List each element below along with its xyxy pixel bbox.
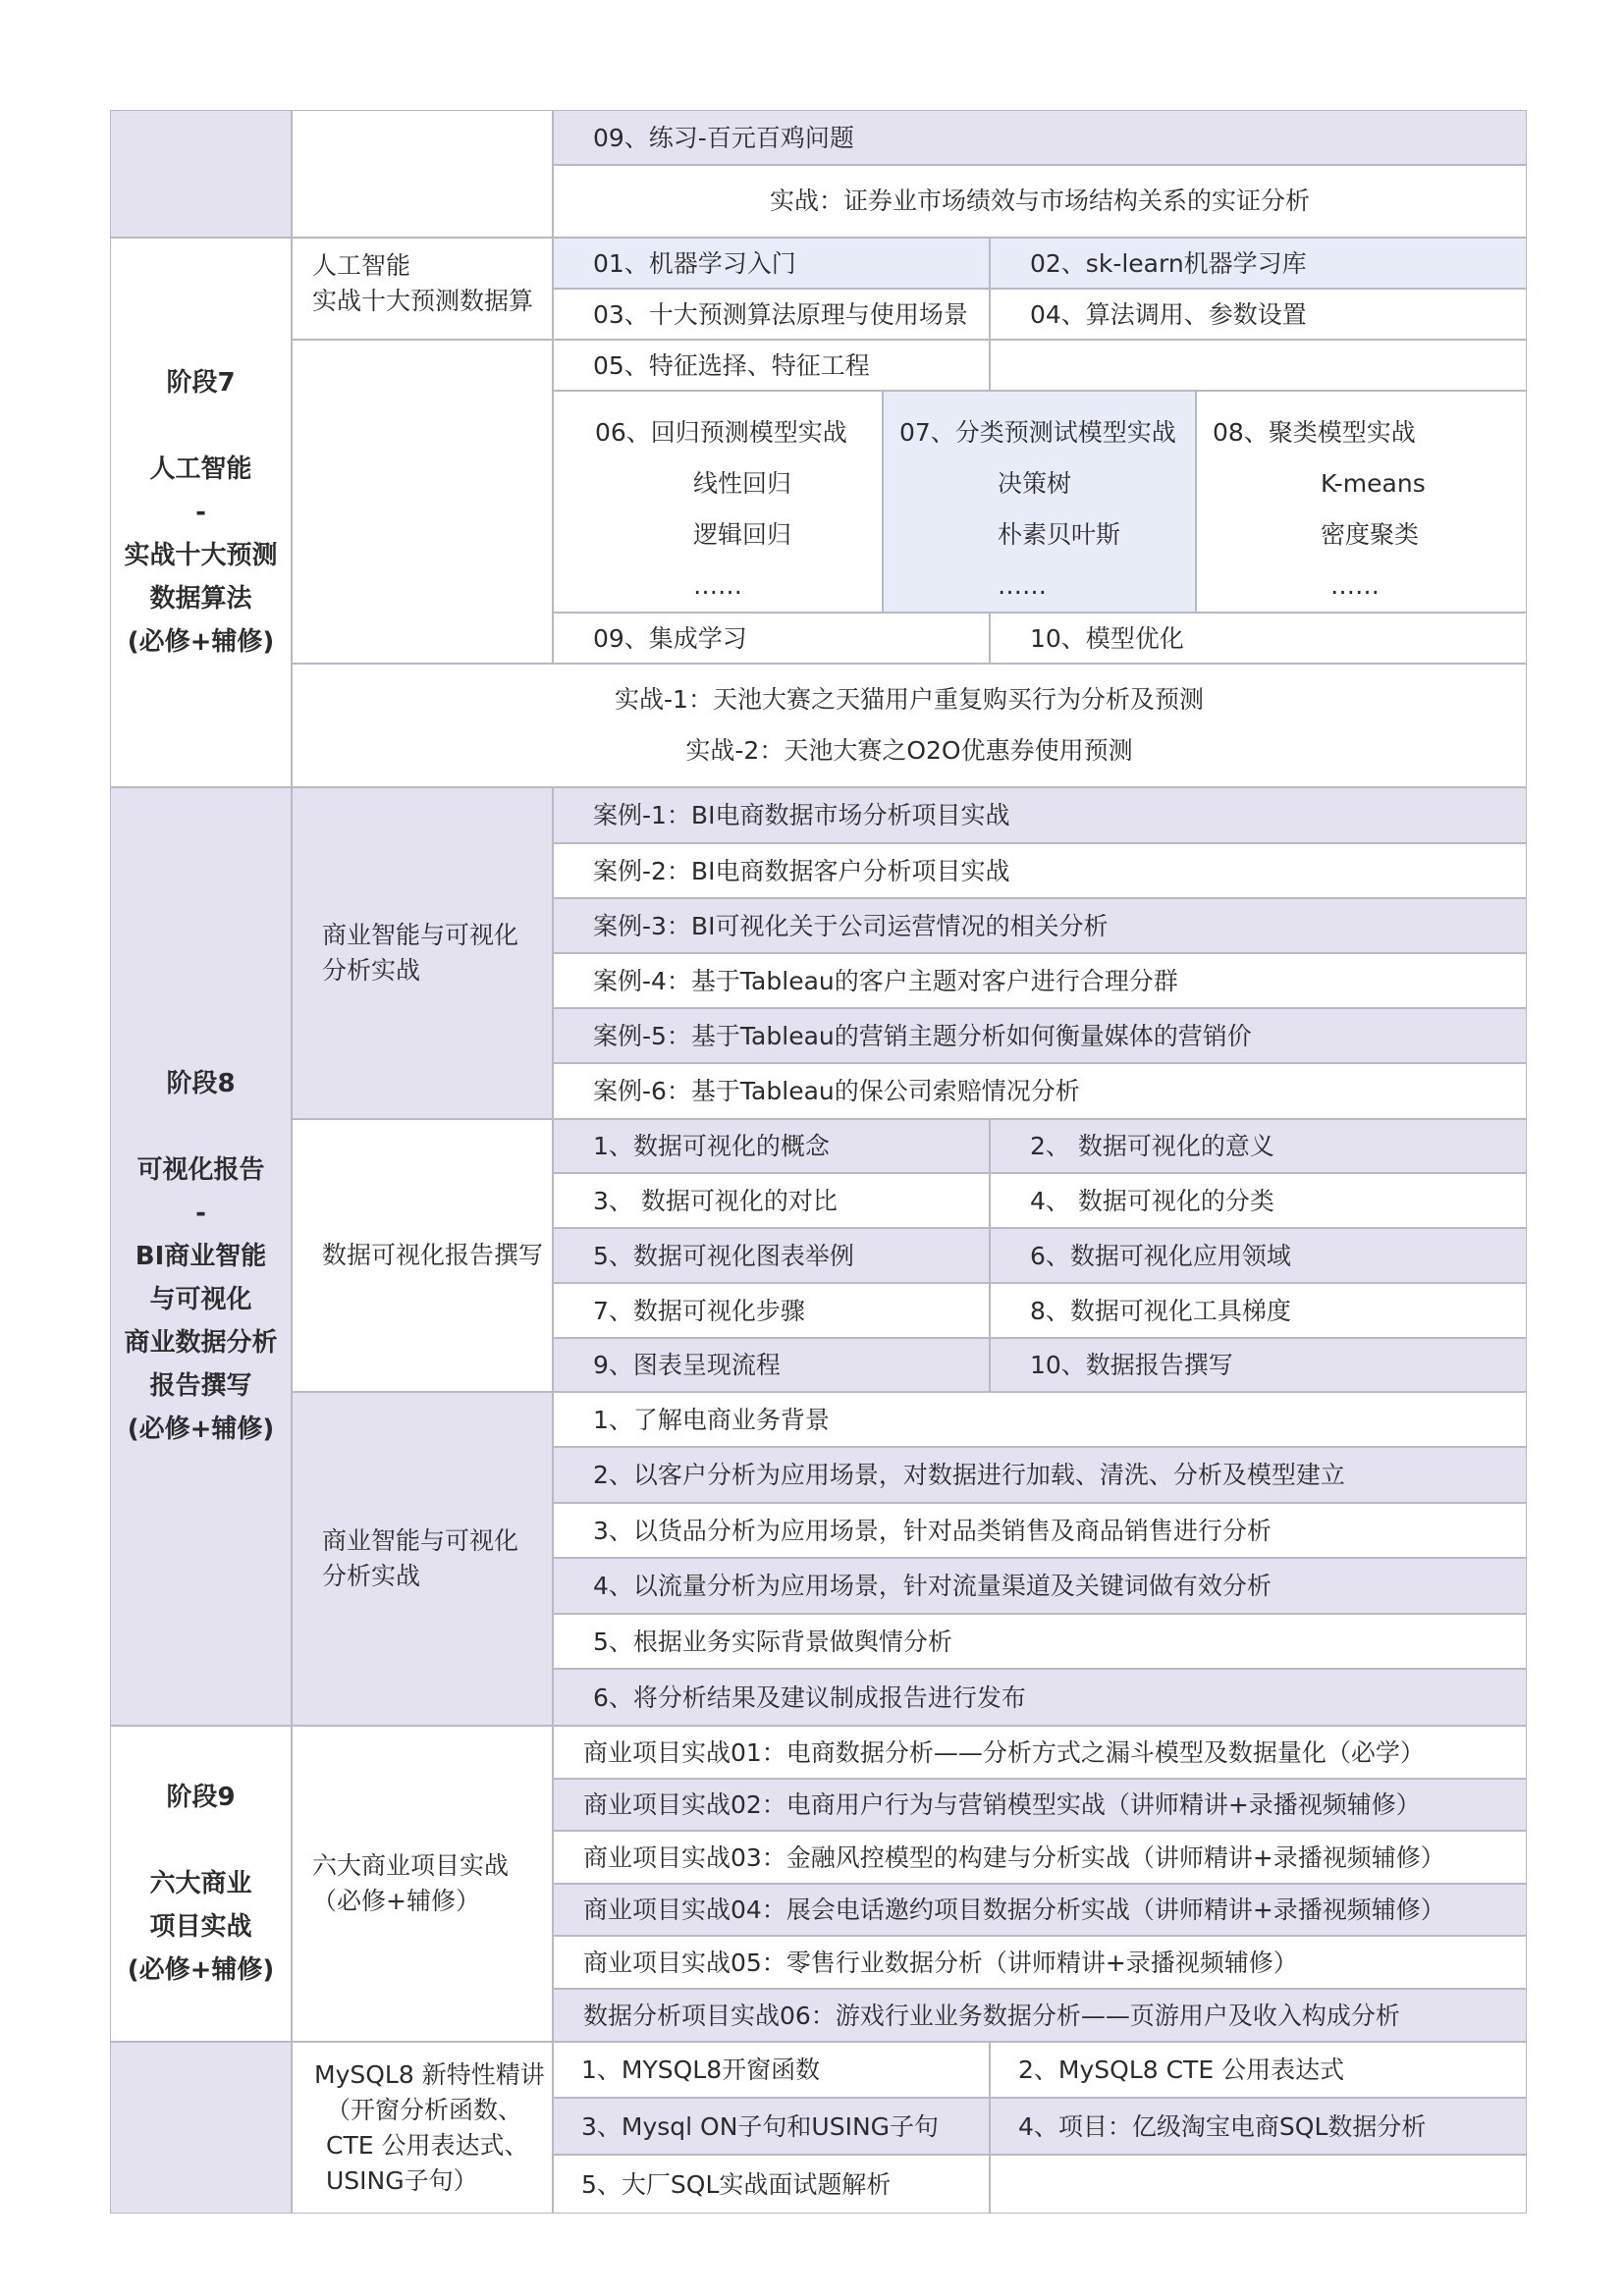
mysql-sub-line-1: MySQL8 新特性精讲 <box>314 2059 545 2089</box>
step-5-text: 5、根据业务实际背景做舆情分析 <box>593 1627 952 1656</box>
practice-row <box>553 165 1527 238</box>
step-2-text: 2、以客户分析为应用场景，对数据进行加载、清洗、分析及模型建立 <box>593 1461 1345 1489</box>
item-03-text: 03、十大预测算法原理与使用场景 <box>593 299 968 329</box>
step-4-text: 4、以流量分析为应用场景，针对流量渠道及关键词做有效分析 <box>593 1572 1272 1600</box>
stage-8-sub-bi-line-1: 商业智能与可视化 <box>322 921 519 949</box>
step-row <box>553 1614 1527 1669</box>
step-row <box>553 1669 1527 1726</box>
stage-7-sub-line-2: 实战十大预测数据算 <box>312 287 534 315</box>
item-09-ensemble-cell <box>553 613 990 664</box>
project-row <box>553 1726 1527 1779</box>
case-row <box>553 1063 1527 1119</box>
mysql-item-1-text: 1、MYSQL8开窗函数 <box>581 2056 821 2084</box>
stage-8-sub-bi-2-line-1: 商业智能与可视化 <box>322 1526 519 1555</box>
case-row <box>553 898 1527 953</box>
case-row <box>553 787 1527 843</box>
stage-9-requirement: (必修+辅修) <box>127 1955 275 1985</box>
stage-9-title: 六大商业 <box>149 1869 252 1898</box>
viz-1-text: 1、数据可视化的概念 <box>593 1132 830 1160</box>
stage-9-sub-cell <box>292 1726 553 2042</box>
case-3-text: 案例-3：BI可视化关于公司运营情况的相关分析 <box>593 911 1109 940</box>
viz-cell <box>990 1119 1527 1173</box>
stage-7-sub-line-1: 人工智能 <box>312 251 411 280</box>
project-4-text: 商业项目实战04：展会电话邀约项目数据分析实战（讲师精讲+录播视频辅修） <box>583 1896 1445 1924</box>
item-09-text: 09、练习-百元百鸡问题 <box>593 123 854 152</box>
mysql-item-4-text: 4、项目：亿级淘宝电商SQL数据分析 <box>1018 2111 1427 2141</box>
stage-7-number: 阶段7 <box>166 368 236 398</box>
regression-title: 06、回归预测模型实战 <box>595 418 847 447</box>
stage-7-practice-1: 实战-1：天池大赛之天猫用户重复购买行为分析及预测 <box>615 685 1204 714</box>
mysql-item-cell <box>990 2042 1527 2098</box>
regression-item-1: 线性回归 <box>693 469 792 498</box>
viz-cell <box>553 1338 990 1392</box>
clustering-item-2: 密度聚类 <box>1321 520 1420 549</box>
stage-9-sub-line-1: 六大商业项目实战 <box>312 1851 510 1880</box>
item-09-ensemble-text: 09、集成学习 <box>593 623 747 653</box>
curriculum-table <box>110 110 1527 2214</box>
project-1-text: 商业项目实战01：电商数据分析——分析方式之漏斗模型及数据量化（必学） <box>583 1737 1425 1767</box>
stage-8-cell <box>110 787 292 1726</box>
mysql-item-cell <box>553 2155 990 2214</box>
case-4-text: 案例-4：基于Tableau的客户主题对客户进行合理分群 <box>593 966 1178 995</box>
item-10-cell <box>990 613 1527 664</box>
project-row <box>553 1936 1527 1989</box>
classification-item-1: 决策树 <box>998 469 1072 498</box>
stage-8-sub-report-line-1: 数据可视化报告撰写 <box>322 1241 544 1269</box>
case-row <box>553 843 1527 898</box>
viz-cell <box>990 1228 1527 1283</box>
viz-4-text: 4、 数据可视化的分类 <box>1030 1186 1274 1215</box>
mysql-sub-line-4: USING子句） <box>326 2165 478 2195</box>
item-05-empty-cell <box>990 340 1527 391</box>
stage-8-sub-report <box>292 1119 553 1392</box>
classification-item-2: 朴素贝叶斯 <box>998 520 1121 549</box>
step-row <box>553 1447 1527 1503</box>
mysql-sub-line-2: （开窗分析函数、 <box>326 2095 523 2124</box>
stage-8-title-4: 商业数据分析 <box>124 1328 278 1358</box>
project-row <box>553 1831 1527 1884</box>
project-row <box>553 1989 1527 2042</box>
case-1-text: 案例-1：BI电商数据市场分析项目实战 <box>593 801 1010 829</box>
item-02-cell <box>990 238 1527 289</box>
viz-cell <box>990 1173 1527 1228</box>
stage-7-sub-cell-empty <box>292 340 553 664</box>
item-01-cell <box>553 238 990 289</box>
stage-9-sub-line-2: （必修+辅修） <box>312 1887 480 1915</box>
classification-item-3: …… <box>998 571 1047 600</box>
stage-7-requirement: (必修+辅修) <box>127 627 275 657</box>
step-1-text: 1、了解电商业务背景 <box>593 1405 830 1434</box>
viz-cell <box>990 1283 1527 1338</box>
stage-7-practice-cell <box>292 664 1527 787</box>
stage-8-title-3: 与可视化 <box>149 1285 252 1314</box>
sub-cell-continued <box>292 110 553 238</box>
viz-7-text: 7、数据可视化步骤 <box>593 1296 805 1325</box>
mysql-item-cell <box>553 2042 990 2098</box>
stage-8-title-2: BI商业智能 <box>135 1242 267 1271</box>
item-02-text: 02、sk-learn机器学习库 <box>1030 248 1307 278</box>
viz-10-text: 10、数据报告撰写 <box>1030 1351 1233 1379</box>
step-row <box>553 1503 1527 1558</box>
project-6-text: 数据分析项目实战06：游戏行业业务数据分析——页游用户及收入构成分析 <box>583 2001 1400 2030</box>
viz-5-text: 5、数据可视化图表举例 <box>593 1241 854 1270</box>
item-01-text: 01、机器学习入门 <box>593 248 796 278</box>
regression-item-3: …… <box>693 571 742 600</box>
case-row <box>553 953 1527 1008</box>
item-04-cell <box>990 289 1527 340</box>
item-03-cell <box>553 289 990 340</box>
item-09-row <box>553 110 1527 165</box>
stage-7-title-3: 数据算法 <box>149 584 252 614</box>
viz-8-text: 8、数据可视化工具梯度 <box>1030 1296 1291 1325</box>
viz-9-text: 9、图表呈现流程 <box>593 1351 781 1379</box>
stage-9-number: 阶段9 <box>166 1783 236 1812</box>
step-row <box>553 1392 1527 1447</box>
step-3-text: 3、以货品分析为应用场景，针对品类销售及商品销售进行分析 <box>593 1516 1272 1545</box>
mysql-item-cell <box>553 2098 990 2155</box>
viz-cell <box>990 1338 1527 1392</box>
item-04-text: 04、算法调用、参数设置 <box>1030 299 1307 329</box>
stage-7-sub-cell <box>292 238 553 340</box>
project-5-text: 商业项目实战05：零售行业数据分析（讲师精讲+录播视频辅修） <box>583 1948 1298 1977</box>
viz-3-text: 3、 数据可视化的对比 <box>593 1186 838 1215</box>
viz-cell <box>553 1173 990 1228</box>
classification-cell <box>883 391 1196 613</box>
stage-cell-continued <box>110 110 292 238</box>
viz-cell <box>553 1283 990 1338</box>
viz-6-text: 6、数据可视化应用领域 <box>1030 1241 1291 1270</box>
regression-cell <box>553 391 883 613</box>
project-row <box>553 1884 1527 1936</box>
project-row <box>553 1779 1527 1831</box>
clustering-item-3: …… <box>1330 571 1380 600</box>
step-row <box>553 1558 1527 1614</box>
stage-8-sub-bi-2 <box>292 1392 553 1726</box>
case-2-text: 案例-2：BI电商数据客户分析项目实战 <box>593 856 1010 885</box>
case-5-text: 案例-5：基于Tableau的营销主题分析如何衡量媒体的营销价 <box>593 1021 1252 1050</box>
step-6-text: 6、将分析结果及建议制成报告进行发布 <box>593 1682 1026 1712</box>
stage-8-number: 阶段8 <box>166 1069 236 1098</box>
stage-7-practice-2: 实战-2：天池大赛之O2O优惠券使用预测 <box>685 736 1133 765</box>
mysql-item-3-text: 3、Mysql ON子句和USING子句 <box>581 2111 940 2141</box>
stage-7-dash: - <box>195 498 206 527</box>
mysql-sub-line-3: CTE 公用表达式、 <box>326 2130 529 2160</box>
viz-cell <box>553 1119 990 1173</box>
item-10-text: 10、模型优化 <box>1030 623 1184 653</box>
project-3-text: 商业项目实战03：金融风控模型的构建与分析实战（讲师精讲+录播视频辅修） <box>583 1842 1445 1872</box>
viz-2-text: 2、 数据可视化的意义 <box>1030 1132 1274 1160</box>
case-row <box>553 1008 1527 1063</box>
clustering-title: 08、聚类模型实战 <box>1213 418 1416 447</box>
clustering-cell <box>1196 391 1527 613</box>
stage-8-title: 可视化报告 <box>136 1155 265 1185</box>
mysql-item-5-text: 5、大厂SQL实战面试题解析 <box>581 2169 892 2199</box>
item-05-text: 05、特征选择、特征工程 <box>593 350 870 380</box>
stage-7-title-2: 实战十大预测 <box>124 541 278 570</box>
mysql-sub-cell <box>292 2042 553 2214</box>
project-2-text: 商业项目实战02：电商用户行为与营销模型实战（讲师精讲+录播视频辅修） <box>583 1790 1421 1819</box>
stage-8-sub-bi <box>292 787 553 1119</box>
stage-9-cell <box>110 1726 292 2042</box>
stage-8-requirement: (必修+辅修) <box>127 1415 275 1444</box>
case-6-text: 案例-6：基于Tableau的保公司索赔情况分析 <box>593 1077 1080 1105</box>
item-05-cell <box>553 340 990 391</box>
stage-8-title-5: 报告撰写 <box>149 1371 252 1401</box>
stage-8-sub-bi-2-line-2: 分析实战 <box>322 1562 421 1590</box>
stage-9-title-2: 项目实战 <box>149 1912 252 1942</box>
stage-8-dash: - <box>195 1199 206 1228</box>
stage-7-title: 人工智能 <box>149 454 252 484</box>
practice-text: 实战：证券业市场绩效与市场结构关系的实证分析 <box>769 187 1310 215</box>
stage-8-sub-bi-line-2: 分析实战 <box>322 956 421 985</box>
classification-title: 07、分类预测试模型实战 <box>899 418 1176 447</box>
regression-item-2: 逻辑回归 <box>693 520 792 549</box>
mysql-empty-cell <box>990 2155 1527 2214</box>
viz-cell <box>553 1228 990 1283</box>
mysql-item-cell <box>990 2098 1527 2155</box>
mysql-item-2-text: 2、MySQL8 CTE 公用表达式 <box>1018 2056 1345 2084</box>
stage-7-cell <box>110 238 292 787</box>
mysql-stage-cell <box>110 2042 292 2214</box>
clustering-item-1: K-means <box>1321 469 1426 498</box>
